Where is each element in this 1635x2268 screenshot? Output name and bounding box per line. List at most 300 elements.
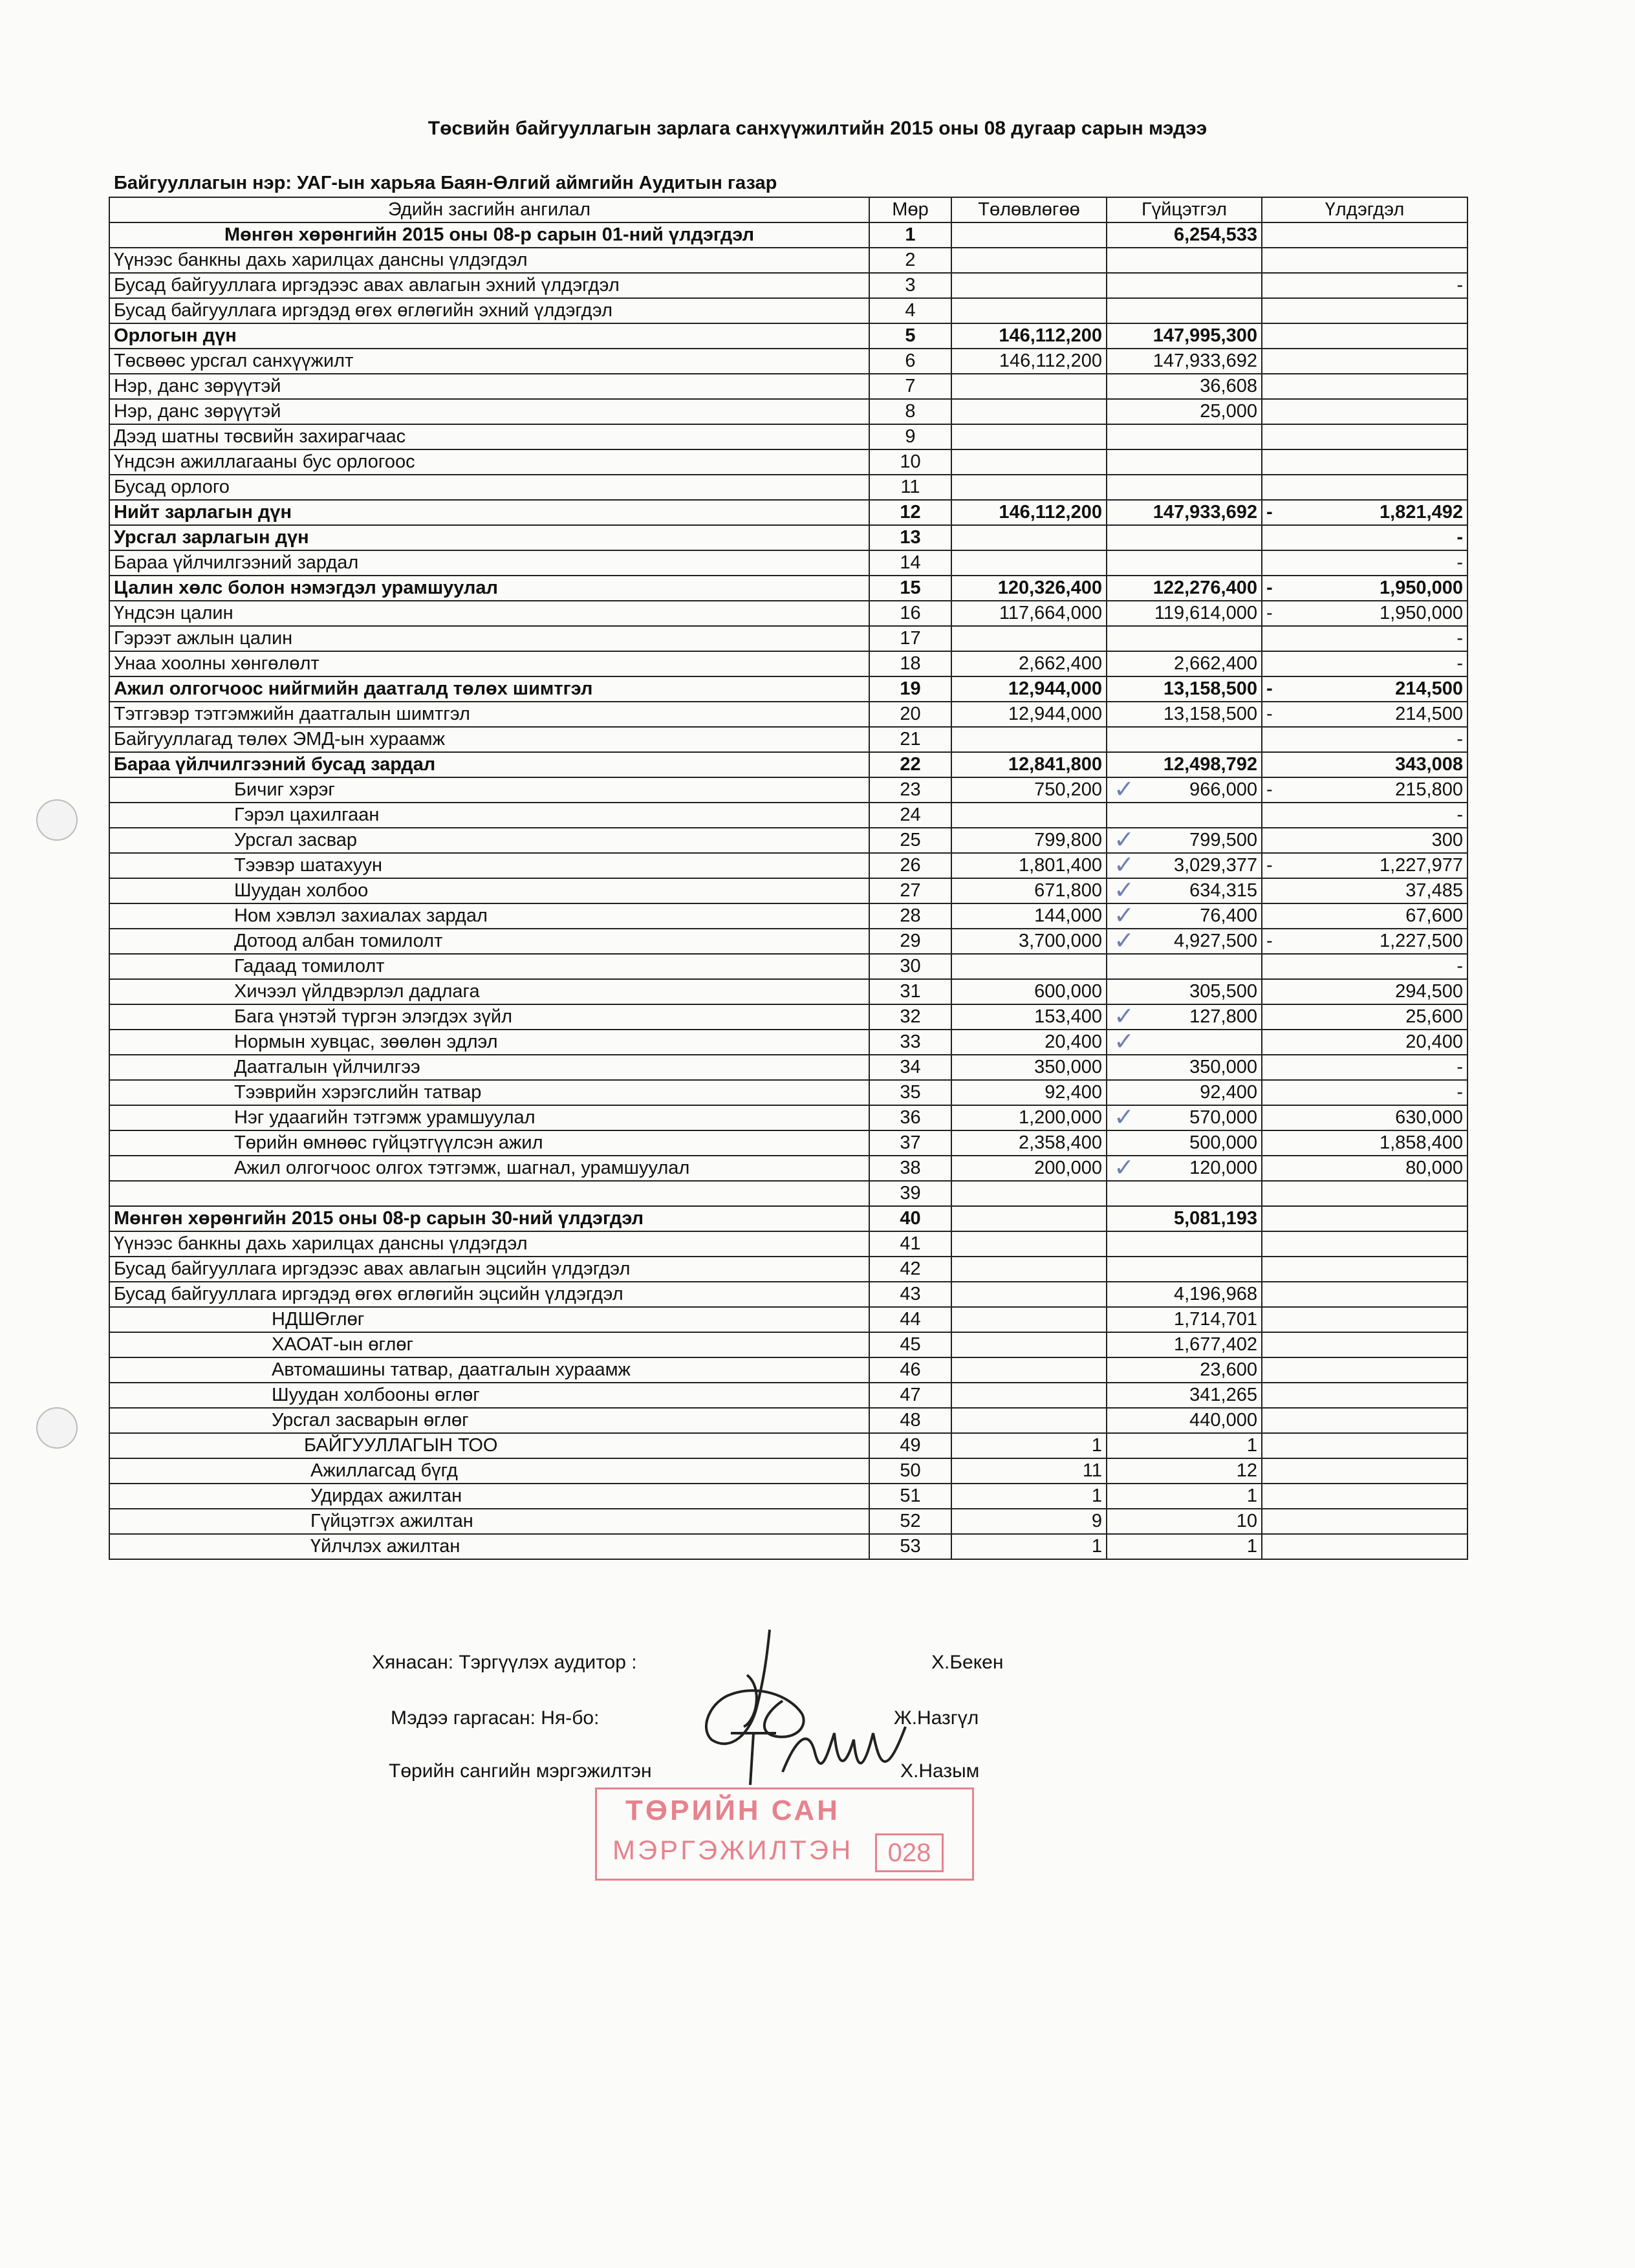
row-execution-text: 4,927,500 — [1173, 931, 1257, 951]
row-execution — [1107, 349, 1262, 374]
row-category-text: Орлогын дүн — [114, 325, 237, 346]
table-header-row — [109, 197, 1467, 222]
table-row — [109, 550, 1467, 576]
row-category-text: Ажил олгогчоос олгох тэтгэмж, шагнал, урамшуулал — [234, 1158, 690, 1178]
row-category — [109, 903, 869, 929]
row-plan — [951, 298, 1107, 323]
row-balance-text: 1,950,000 — [1379, 578, 1463, 598]
row-execution-text: 92,400 — [1200, 1082, 1257, 1103]
row-plan — [951, 1408, 1107, 1433]
row-category — [109, 878, 869, 903]
row-plan — [951, 1055, 1107, 1080]
row-number — [869, 954, 951, 979]
row-balance — [1262, 1206, 1467, 1231]
row-category — [109, 1282, 869, 1307]
row-number — [869, 1534, 951, 1559]
row-number-text: 46 — [900, 1359, 921, 1380]
row-category-text: Үүнээс банкны дахь харилцах дансны үлдэгдэл — [114, 250, 528, 270]
row-execution — [1107, 1458, 1262, 1484]
table-row — [109, 1408, 1467, 1433]
header-balance: Үлдэгдэл — [1262, 197, 1467, 222]
row-execution-text: 5,081,193 — [1173, 1208, 1257, 1229]
row-category — [109, 853, 869, 878]
row-balance — [1262, 676, 1467, 702]
table-row — [109, 853, 1467, 878]
row-balance — [1262, 626, 1467, 651]
row-category — [109, 803, 869, 828]
row-number-text: 40 — [900, 1208, 921, 1229]
row-category — [109, 525, 869, 550]
row-balance — [1262, 727, 1467, 752]
row-plan-text: 2,662,400 — [1018, 653, 1102, 674]
checkmark-icon: ✓ — [1114, 929, 1134, 954]
header-execution: Гүйцэтгэл — [1107, 197, 1262, 222]
row-number — [869, 1156, 951, 1181]
table-row — [109, 1433, 1467, 1458]
row-plan-text: 2,358,400 — [1018, 1132, 1102, 1153]
row-number-text: 23 — [900, 779, 921, 800]
row-plan — [951, 1307, 1107, 1332]
row-category — [109, 1181, 869, 1206]
row-balance-text: 67,600 — [1405, 905, 1463, 926]
row-execution — [1107, 1055, 1262, 1080]
row-category — [109, 222, 869, 248]
row-number-text: 51 — [900, 1485, 921, 1506]
row-number-text: 47 — [900, 1385, 921, 1405]
table-row — [109, 273, 1467, 298]
row-balance — [1262, 1004, 1467, 1030]
row-plan — [951, 1080, 1107, 1105]
table-row — [109, 1105, 1467, 1130]
row-number — [869, 1257, 951, 1282]
row-execution-text: 25,000 — [1200, 401, 1257, 422]
row-category — [109, 424, 869, 449]
row-number-text: 14 — [900, 552, 921, 573]
row-execution — [1107, 550, 1262, 576]
table-row — [109, 676, 1467, 702]
row-balance — [1262, 1307, 1467, 1332]
row-execution — [1107, 1383, 1262, 1408]
row-plan — [951, 651, 1107, 676]
row-category — [109, 1383, 869, 1408]
row-plan — [951, 979, 1107, 1004]
handwritten-signature-2 — [724, 1714, 918, 1791]
row-category — [109, 248, 869, 273]
row-number — [869, 399, 951, 424]
row-category — [109, 626, 869, 651]
row-execution-text: 127,800 — [1189, 1006, 1257, 1027]
row-category-text: Хичээл үйлдвэрлэл дадлага — [234, 981, 480, 1002]
row-number — [869, 626, 951, 651]
row-category-text: Гэрэл цахилгаан — [234, 805, 380, 825]
row-number — [869, 525, 951, 550]
row-category-text: Бага үнэтэй түргэн элэгдэх зүйл — [234, 1006, 513, 1027]
row-execution — [1107, 1105, 1262, 1130]
row-plan — [951, 1357, 1107, 1383]
row-category-text: Үндсэн цалин — [114, 603, 233, 623]
row-plan-text: 146,112,200 — [999, 502, 1102, 523]
row-category — [109, 500, 869, 525]
table-row — [109, 449, 1467, 475]
row-execution — [1107, 1484, 1262, 1509]
header-row-number: Мөр — [869, 197, 951, 222]
row-balance — [1262, 1055, 1467, 1080]
row-balance — [1262, 903, 1467, 929]
row-execution — [1107, 803, 1262, 828]
row-category-text: Үндсэн ажиллагааны бус орлогоос — [114, 451, 415, 472]
row-plan-text: 671,800 — [1034, 880, 1102, 901]
row-category-text: Мөнгөн хөрөнгийн 2015 оны 08-р сарын 30-ний үлдэгдэл — [114, 1208, 644, 1229]
table-row — [109, 500, 1467, 525]
row-number — [869, 1484, 951, 1509]
row-category-text: Бараа үйлчилгээний зардал — [114, 552, 359, 573]
row-number — [869, 1332, 951, 1357]
row-number-text: 22 — [900, 754, 921, 775]
row-execution-text: 1 — [1246, 1435, 1257, 1456]
row-number — [869, 248, 951, 273]
row-execution-text: 147,933,692 — [1153, 502, 1257, 523]
table-row — [109, 222, 1467, 248]
row-balance — [1262, 1030, 1467, 1055]
table-row — [109, 1080, 1467, 1105]
row-plan-text: 1,801,400 — [1018, 855, 1102, 876]
row-number-text: 29 — [900, 931, 921, 951]
row-plan — [951, 1206, 1107, 1231]
row-balance — [1262, 323, 1467, 349]
report-title: Төсвийн байгууллагын зарлага санхүүжилтийн 2015 оны 08 дугаар сарын мэдээ — [428, 118, 1207, 139]
row-balance — [1262, 1534, 1467, 1559]
row-number — [869, 1105, 951, 1130]
row-number — [869, 449, 951, 475]
row-plan-text: 92,400 — [1045, 1082, 1102, 1103]
row-balance — [1262, 1181, 1467, 1206]
row-execution-text: 6,254,533 — [1173, 224, 1257, 245]
row-category-text: Унаа хоолны хөнгөлөлт — [114, 653, 319, 674]
row-category-text: Шуудан холбоо — [234, 880, 369, 901]
row-category — [109, 475, 869, 500]
row-category — [109, 1231, 869, 1257]
row-plan — [951, 853, 1107, 878]
row-plan — [951, 803, 1107, 828]
row-plan-text: 120,326,400 — [997, 578, 1102, 598]
row-category — [109, 752, 869, 777]
row-number — [869, 500, 951, 525]
table-row — [109, 374, 1467, 399]
row-execution — [1107, 374, 1262, 399]
row-category-text: НДШӨглөг — [272, 1309, 365, 1330]
row-number-text: 36 — [900, 1107, 921, 1128]
row-category-text: Байгууллагад төлөх ЭМД-ын хураамж — [114, 729, 445, 750]
row-number-text: 32 — [900, 1006, 921, 1027]
row-balance — [1262, 702, 1467, 727]
row-execution — [1107, 248, 1262, 273]
table-row — [109, 979, 1467, 1004]
row-plan-text: 1,200,000 — [1018, 1107, 1102, 1128]
row-plan — [951, 475, 1107, 500]
row-number-text: 12 — [900, 502, 921, 523]
row-plan — [951, 273, 1107, 298]
row-execution — [1107, 449, 1262, 475]
row-balance-text: 343,008 — [1395, 754, 1463, 775]
row-plan — [951, 1030, 1107, 1055]
row-balance — [1262, 1231, 1467, 1257]
table-row — [109, 1534, 1467, 1559]
row-plan — [951, 676, 1107, 702]
row-category — [109, 727, 869, 752]
row-category-text: Урсгал засварын өглөг — [272, 1410, 469, 1431]
row-balance — [1262, 1156, 1467, 1181]
row-balance-text: 25,600 — [1405, 1006, 1463, 1027]
row-execution — [1107, 1282, 1262, 1307]
row-execution-text: 119,614,000 — [1154, 603, 1257, 623]
organization-name: Байгууллагын нэр: УАГ-ын харьяа Баян-Өлгий аймгийн Аудитын газар — [114, 173, 777, 193]
row-number — [869, 1357, 951, 1383]
table-row — [109, 803, 1467, 828]
row-execution-text: 4,196,968 — [1173, 1284, 1257, 1304]
checkmark-icon: ✓ — [1114, 903, 1134, 929]
row-plan-text: 146,112,200 — [999, 351, 1102, 371]
table-row — [109, 626, 1467, 651]
row-plan — [951, 1231, 1107, 1257]
row-balance-text: - — [1456, 275, 1463, 296]
row-balance-text: 37,485 — [1405, 880, 1463, 901]
row-plan-text: 11 — [1082, 1460, 1102, 1481]
row-execution — [1107, 752, 1262, 777]
table-row — [109, 1257, 1467, 1282]
row-category — [109, 828, 869, 853]
row-execution — [1107, 929, 1262, 954]
table-row — [109, 1130, 1467, 1156]
row-category-text: Бусад орлого — [114, 477, 230, 497]
header-plan: Төлөвлөгөө — [951, 197, 1107, 222]
row-number-text: 15 — [900, 578, 921, 598]
row-plan — [951, 248, 1107, 273]
row-execution-text: 122,276,400 — [1153, 578, 1257, 598]
row-plan — [951, 500, 1107, 525]
row-balance — [1262, 1433, 1467, 1458]
row-category-text: Бусад байгууллага иргэдэд өгөх өглөгийн эцсийн үлдэгдэл — [114, 1284, 623, 1304]
row-category — [109, 1206, 869, 1231]
row-category — [109, 349, 869, 374]
row-execution-text: 966,000 — [1189, 779, 1257, 800]
row-balance — [1262, 500, 1467, 525]
row-number — [869, 777, 951, 803]
row-number — [869, 1004, 951, 1030]
row-number — [869, 727, 951, 752]
row-plan — [951, 576, 1107, 601]
row-execution — [1107, 601, 1262, 626]
row-balance-text: 1,821,492 — [1379, 502, 1463, 523]
row-plan-text: 20,400 — [1045, 1031, 1102, 1052]
row-number — [869, 374, 951, 399]
balance-sign: - — [1266, 678, 1273, 699]
row-category — [109, 1458, 869, 1484]
row-execution — [1107, 1257, 1262, 1282]
row-category-text: Шуудан холбооны өглөг — [272, 1385, 480, 1405]
row-plan — [951, 1433, 1107, 1458]
table-row — [109, 1282, 1467, 1307]
row-number-text: 25 — [900, 830, 921, 850]
row-execution-text: 570,000 — [1189, 1107, 1257, 1128]
row-category-text: Бусад байгууллага иргэдэд өгөх өглөгийн эхний үлдэгдэл — [114, 300, 613, 321]
row-category — [109, 374, 869, 399]
row-balance — [1262, 349, 1467, 374]
row-number-text: 2 — [905, 250, 916, 270]
row-execution-text: 440,000 — [1189, 1410, 1257, 1431]
row-number-text: 50 — [900, 1460, 921, 1481]
row-balance — [1262, 1357, 1467, 1383]
table-row — [109, 828, 1467, 853]
row-balance — [1262, 601, 1467, 626]
row-number-text: 16 — [900, 603, 921, 623]
row-category — [109, 1534, 869, 1559]
row-plan — [951, 1156, 1107, 1181]
row-execution — [1107, 1206, 1262, 1231]
row-plan — [951, 374, 1107, 399]
row-execution — [1107, 1433, 1262, 1458]
row-execution-text: 76,400 — [1200, 905, 1257, 926]
row-number-text: 49 — [900, 1435, 921, 1456]
row-category-text: Төсвөөс урсгал санхүүжилт — [114, 351, 354, 371]
row-category — [109, 929, 869, 954]
row-number — [869, 1206, 951, 1231]
row-number-text: 33 — [900, 1031, 921, 1052]
row-number-text: 3 — [905, 275, 916, 296]
row-category — [109, 1484, 869, 1509]
row-number-text: 27 — [900, 880, 921, 901]
row-execution — [1107, 979, 1262, 1004]
row-execution-text: 1 — [1246, 1485, 1257, 1506]
row-execution — [1107, 878, 1262, 903]
row-category-text: Төрийн өмнөөс гүйцэтгүүлсэн ажил — [234, 1132, 543, 1153]
row-plan-text: 3,700,000 — [1018, 931, 1102, 951]
row-execution-text: 3,029,377 — [1173, 855, 1257, 876]
row-number — [869, 1030, 951, 1055]
row-balance — [1262, 828, 1467, 853]
signature-treasury-name: Х.Назым — [900, 1760, 980, 1782]
row-plan — [951, 449, 1107, 475]
row-number — [869, 676, 951, 702]
row-category — [109, 1105, 869, 1130]
row-plan-text: 1 — [1091, 1536, 1102, 1557]
row-number — [869, 903, 951, 929]
row-balance-text: - — [1456, 1057, 1463, 1077]
row-plan — [951, 727, 1107, 752]
row-plan — [951, 323, 1107, 349]
table-row — [109, 525, 1467, 550]
table-row — [109, 1030, 1467, 1055]
row-category — [109, 449, 869, 475]
row-category — [109, 1004, 869, 1030]
row-number — [869, 651, 951, 676]
row-number-text: 10 — [900, 451, 921, 472]
row-category-text: Үүнээс банкны дахь харилцах дансны үлдэгдэл — [114, 1233, 528, 1254]
row-number — [869, 1408, 951, 1433]
row-number — [869, 273, 951, 298]
row-plan — [951, 1257, 1107, 1282]
row-category — [109, 1156, 869, 1181]
row-category-text: Бичиг хэрэг — [234, 779, 335, 800]
row-balance — [1262, 1105, 1467, 1130]
row-balance-text: 215,800 — [1395, 779, 1463, 800]
row-plan — [951, 777, 1107, 803]
row-number — [869, 752, 951, 777]
row-execution-text: 305,500 — [1189, 981, 1257, 1002]
row-number — [869, 298, 951, 323]
row-number — [869, 1231, 951, 1257]
row-execution — [1107, 1408, 1262, 1433]
checkmark-icon: ✓ — [1114, 878, 1134, 903]
table-row — [109, 954, 1467, 979]
checkmark-icon: ✓ — [1114, 1105, 1134, 1130]
row-balance-text: - — [1456, 805, 1463, 825]
row-plan-text: 200,000 — [1034, 1158, 1102, 1178]
row-plan-text: 153,400 — [1034, 1006, 1102, 1027]
row-number-text: 19 — [900, 678, 921, 699]
punch-hole-bottom — [36, 1407, 78, 1449]
row-execution — [1107, 1332, 1262, 1357]
row-balance — [1262, 248, 1467, 273]
table-row — [109, 702, 1467, 727]
row-number-text: 4 — [905, 300, 916, 321]
row-number — [869, 349, 951, 374]
row-number — [869, 1282, 951, 1307]
row-plan-text: 1 — [1091, 1435, 1102, 1456]
row-plan — [951, 1383, 1107, 1408]
row-category — [109, 1055, 869, 1080]
checkmark-icon: ✓ — [1114, 1030, 1134, 1055]
row-balance — [1262, 576, 1467, 601]
row-category-text: Тэтгэвэр тэтгэмжийн даатгалын шимтгэл — [114, 704, 470, 724]
row-execution-text: 12 — [1236, 1460, 1257, 1481]
row-category — [109, 1332, 869, 1357]
row-execution — [1107, 828, 1262, 853]
row-balance — [1262, 424, 1467, 449]
row-plan-text: 12,944,000 — [1008, 678, 1102, 699]
row-number — [869, 878, 951, 903]
signature-reviewer-name: Х.Бекен — [931, 1652, 1004, 1673]
row-execution — [1107, 525, 1262, 550]
balance-sign: - — [1266, 704, 1273, 724]
row-number — [869, 1080, 951, 1105]
table-row — [109, 1004, 1467, 1030]
row-execution — [1107, 727, 1262, 752]
row-category-text: Бусад байгууллага иргэдээс авах авлагын эцсийн үлдэгдэл — [114, 1258, 631, 1279]
row-execution — [1107, 1156, 1262, 1181]
row-category-text: Үйлчлэх ажилтан — [310, 1536, 460, 1557]
row-balance-text: - — [1456, 729, 1463, 750]
row-number-text: 38 — [900, 1158, 921, 1178]
row-number-text: 34 — [900, 1057, 921, 1077]
row-category — [109, 1307, 869, 1332]
row-balance — [1262, 651, 1467, 676]
row-number — [869, 475, 951, 500]
row-category — [109, 273, 869, 298]
row-category — [109, 651, 869, 676]
row-number — [869, 1055, 951, 1080]
table-row — [109, 475, 1467, 500]
row-balance-text: 1,227,977 — [1379, 855, 1463, 876]
row-execution — [1107, 399, 1262, 424]
balance-sign: - — [1266, 603, 1273, 623]
row-plan — [951, 1181, 1107, 1206]
treasury-stamp — [595, 1787, 974, 1881]
row-number-text: 7 — [905, 376, 916, 396]
checkmark-icon: ✓ — [1114, 1156, 1134, 1181]
row-number — [869, 929, 951, 954]
row-plan — [951, 1484, 1107, 1509]
row-execution — [1107, 323, 1262, 349]
